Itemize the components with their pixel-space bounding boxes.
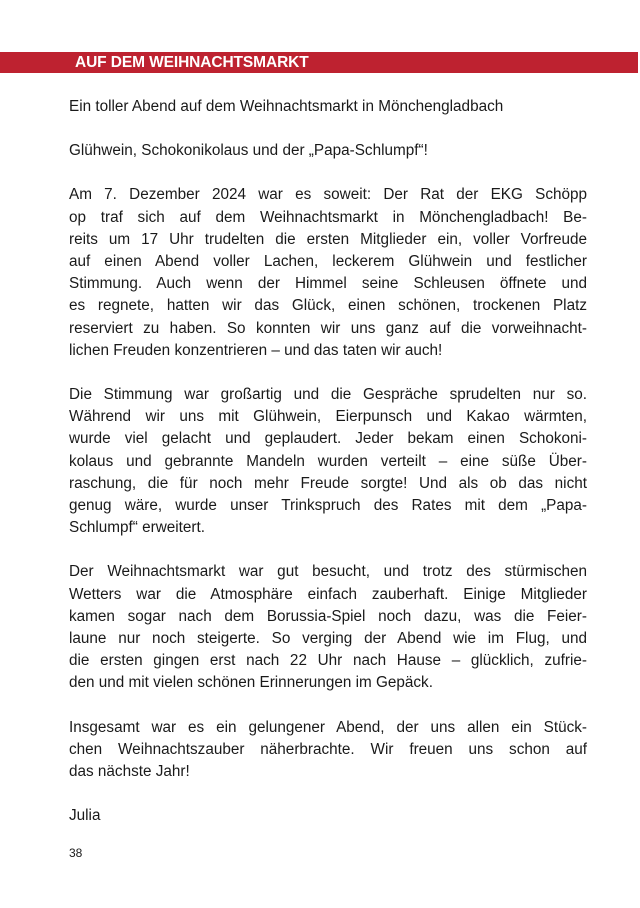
text-line: die ersten gingen erst nach 22 Uhr nach Hause – glücklich, zufrie- <box>69 652 587 670</box>
text-line: Die Stimmung war großartig und die Gespräche sprudelten nur so. <box>69 386 587 404</box>
text-line: Stimmung. Auch wenn der Himmel seine Schleusen öffnete und <box>69 275 587 293</box>
text-line: es regnete, hatten wir das Glück, einen schönen, trockenen Platz <box>69 297 587 315</box>
text-line: wurde viel gelacht und geplaudert. Jeder bekam einen Schokoni- <box>69 430 587 448</box>
text-line: raschung, die für noch mehr Freude sorgte! Und als ob das nicht <box>69 474 587 492</box>
text-line: kamen sogar nach dem Borussia-Spiel noch dazu, was die Feier- <box>69 607 587 625</box>
page-number: 38 <box>69 846 83 860</box>
text-line: reserviert zu haben. So konnten wir uns ganz auf die vorweihnacht- <box>69 319 587 337</box>
paragraph-3 <box>69 561 587 694</box>
text-line: kolaus und gebrannte Mandeln wurden verteilt – eine süße Über- <box>69 452 587 470</box>
paragraph-4 <box>69 717 587 784</box>
text-line: genug wäre, wurde unser Trinkspruch des Rates mit dem „Papa- <box>69 497 587 515</box>
text-line: Insgesamt war es ein gelungener Abend, der uns allen ein Stück- <box>69 718 587 736</box>
author-signature: Julia <box>69 807 101 825</box>
text-line: Der Weihnachtsmarkt war gut besucht, und trotz des stürmischen <box>69 563 587 581</box>
text-line: den und mit vielen schönen Erinnerungen im Gepäck. <box>69 674 433 692</box>
article-subtitle-2: Glühwein, Schokonikolaus und der „Papa-Schlumpf“! <box>69 142 428 160</box>
text-line: laune nur noch steigerte. So verging der Abend wie im Flug, und <box>69 630 587 648</box>
article-body <box>69 96 587 827</box>
text-line: chen Weihnachtszauber näherbrachte. Wir freuen uns schon auf <box>69 740 587 758</box>
paragraph-1 <box>69 184 587 362</box>
article-subtitle-1: Ein toller Abend auf dem Weihnachtsmarkt in Mönchengladbach <box>69 98 504 115</box>
text-line: Am 7. Dezember 2024 war es soweit: Der Rat der EKG Schöpp <box>69 186 587 204</box>
text-line: op traf sich auf dem Weihnachtsmarkt in Mönchengladbach! Be- <box>69 208 587 226</box>
text-line: Während wir uns mit Glühwein, Eierpunsch und Kakao wärmten, <box>69 408 587 426</box>
text-line: lichen Freuden konzentrieren – und das taten wir auch! <box>69 341 443 359</box>
text-line: Wetters war die Atmosphäre einfach zauberhaft. Einige Mitglieder <box>69 585 587 603</box>
paragraph-2 <box>69 384 587 539</box>
text-line: das nächste Jahr! <box>69 763 190 781</box>
text-line: auf einen Abend voller Lachen, leckerem Glühwein und festlicher <box>69 253 587 271</box>
section-title: AUF DEM WEIHNACHTSMARKT <box>75 54 309 71</box>
text-line: Schlumpf“ erweitert. <box>69 519 206 537</box>
text-line: reits um 17 Uhr trudelten die ersten Mitglieder ein, voller Vorfreude <box>69 230 587 248</box>
